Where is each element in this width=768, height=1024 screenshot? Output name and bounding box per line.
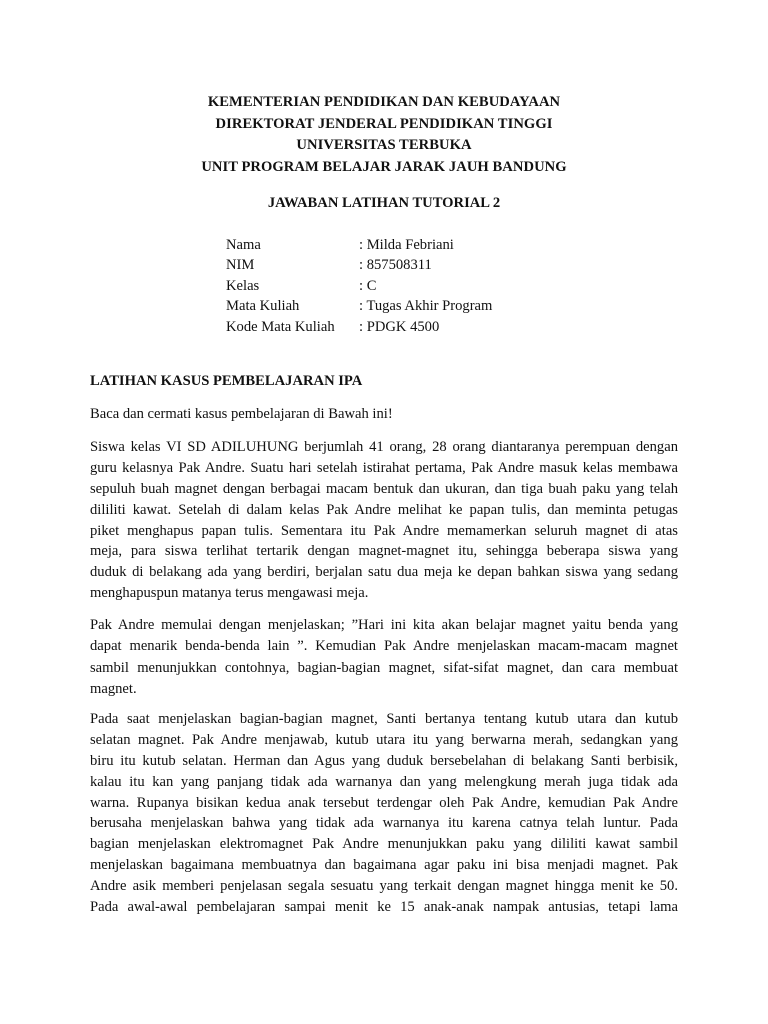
paragraph-line: Andre asik memberi penjelasan segala sesuatu yang terkait dengan magnet hingga menit ke 50. (90, 878, 678, 895)
info-value: : Tugas Akhir Program (359, 298, 493, 315)
paragraph-3 (90, 709, 678, 918)
paragraph-line: bagian menjelaskan elektromagnet Pak Andre menunjukkan paku yang dililiti kawat sambil (90, 836, 678, 853)
section-title: LATIHAN KASUS PEMBELAJARAN IPA (90, 373, 363, 389)
info-row-course (226, 296, 492, 316)
header-university: UNIVERSITAS TERBUKA (296, 137, 472, 153)
paragraph-line: Pak Andre memulai dengan menjelaskan; ”Hari ini kita akan belajar magnet yaitu benda yang (90, 617, 678, 633)
paragraph-line: piket menghapus papan tulis. Sementara itu Pak Andre memamerkan seluruh magnet di atas (90, 522, 678, 539)
paragraph-line: sepuluh buah magnet dengan berbagai macam bentuk dan ukuran, dan tiga buah paku yang telah (90, 480, 678, 497)
info-row-nim (226, 255, 492, 275)
header-directorate: DIREKTORAT JENDERAL PENDIDIKAN TINGGI (215, 115, 553, 132)
info-label: NIM (226, 257, 255, 274)
paragraph-line: dapat menarik benda-benda lain ”. Kemudian Pak Andre menjelaskan macam-macam magnet (90, 638, 678, 655)
paragraph-line: menjelaskan bagaimana membuatnya dan bagaimana agar paku ini bisa menjadi magnet. Pak (90, 857, 678, 874)
info-value: : 857508311 (359, 257, 432, 274)
paragraph-line: magnet. (90, 681, 137, 698)
paragraph-line: duduk di belakang ada yang berdiri, berjalan satu dua meja ke depan bahkan siswa yang sedang (90, 564, 678, 581)
paragraph-2 (90, 615, 678, 701)
paragraph-line: meja, para siswa terlihat tertarik dengan magnet-magnet itu, sehingga beberapa siswa yang (90, 543, 678, 560)
paragraph-line: menghapuspun matanya terus mengawasi meja. (90, 585, 369, 602)
paragraph-line: Pada saat menjelaskan bagian-bagian magnet, Santi bertanya tentang kutub utara dan kutub (90, 711, 678, 727)
paragraph-line: biru itu kutub selatan. Herman dan Agus yang duduk bersebelahan di belakang Santi berbisik, (90, 752, 678, 769)
info-label: Mata Kuliah (226, 298, 300, 315)
info-row-name (226, 235, 492, 255)
paragraph-line: guru kelasnya Pak Andre. Suatu hari setelah istirahat pertama, Pak Andre masuk kelas membawa (90, 459, 678, 476)
student-info (226, 235, 492, 337)
info-value: : PDGK 4500 (359, 318, 440, 335)
info-row-course-code (226, 317, 492, 337)
paragraph-line: kalau itu kan yang panjang tidak ada warnanya dan yang melengkung merah juga tidak ada (90, 773, 678, 790)
paragraph-line: warna. Rupanya bisikan kedua anak tersebut terdengar oleh Pak Andre, kemudian Pak Andre (90, 794, 678, 811)
document-subtitle: JAWABAN LATIHAN TUTORIAL 2 (267, 195, 501, 211)
paragraph-1 (90, 437, 678, 604)
info-label: Nama (226, 237, 261, 253)
paragraph-line: selatan magnet. Pak Andre menjawab, kutub utara itu yang berwarna merah, sedangkan yang (90, 731, 678, 748)
info-value: : Milda Febriani (359, 237, 454, 253)
header-unit: UNIT PROGRAM BELAJAR JARAK JAUH BANDUNG (201, 158, 567, 175)
paragraph-line: berusaha menjelaskan bahwa yang tidak ada warnanya itu karena catnya telah luntur. Pada (90, 815, 678, 832)
intro-text: Baca dan cermati kasus pembelajaran di Bawah ini! (90, 406, 393, 422)
info-label: Kelas (226, 277, 260, 294)
paragraph-line: Pada awal-awal pembelajaran sampai menit ke 15 anak-anak nampak antusias, tetapi lama (90, 899, 678, 916)
paragraph-line: sambil menunjukkan contohnya, bagian-bagian magnet, sifat-sifat magnet, dan cara membuat (90, 659, 678, 676)
header-ministry: KEMENTERIAN PENDIDIKAN DAN KEBUDAYAAN (207, 94, 561, 110)
info-row-class (226, 276, 492, 296)
paragraph-line: Siswa kelas VI SD ADILUHUNG berjumlah 41 orang, 28 orang diantaranya perempuan dengan (90, 439, 678, 455)
info-value: : C (359, 277, 377, 294)
paragraph-line: dililiti kawat. Setelah di dalam kelas Pak Andre melihat ke papan tulis, dan meminta petugas (90, 501, 678, 518)
document-header (90, 92, 678, 178)
info-label: Kode Mata Kuliah (226, 318, 335, 335)
